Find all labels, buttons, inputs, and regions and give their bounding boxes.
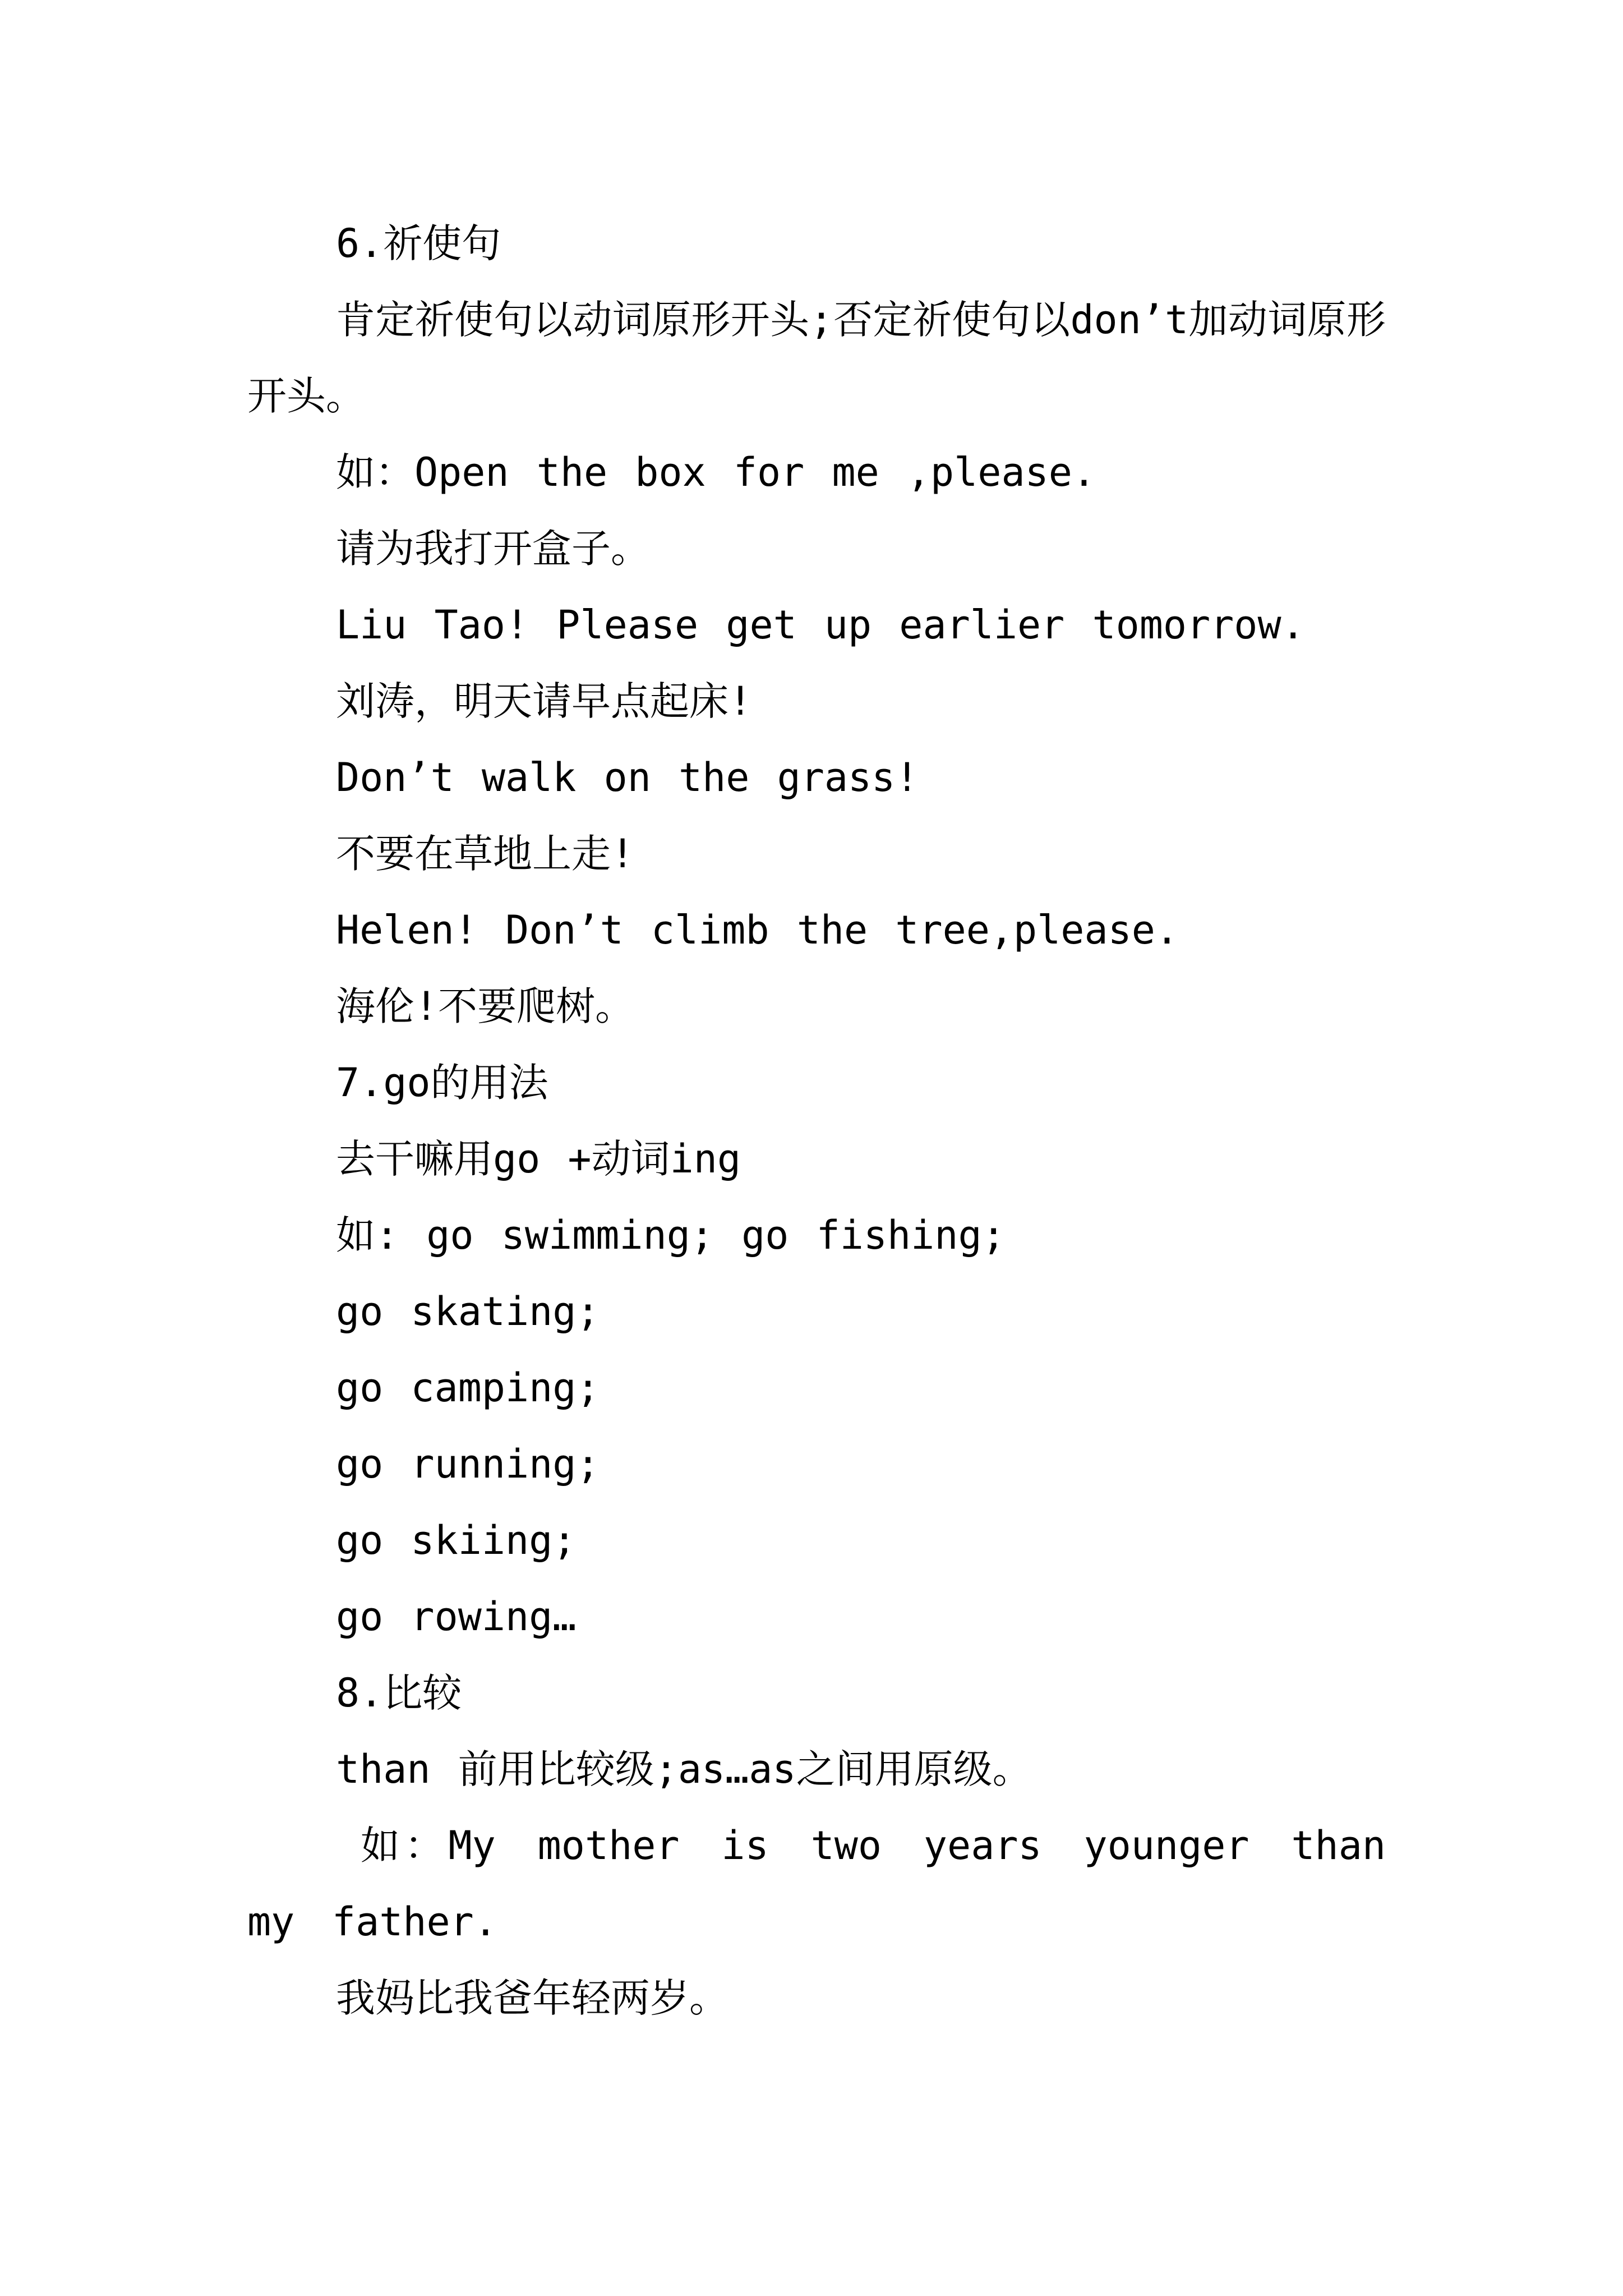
heading-imperative: 6.祈使句: [336, 220, 501, 266]
example-line: 如：Open the box for me ,please.: [336, 449, 1096, 495]
translation-line: 不要在草地上走!: [336, 831, 635, 877]
go-usage-rule: 去干嘛用go +动词ing: [336, 1136, 741, 1182]
translation-line: 刘涛，明天请早点起床!: [336, 678, 753, 724]
document-body: [247, 205, 1386, 2036]
comparison-example: 如：My mother is two years younger than my father.: [247, 1823, 1386, 1945]
example-line: go skating;: [336, 1289, 600, 1335]
example-line: go skiing;: [336, 1517, 577, 1563]
translation-line: 海伦!不要爬树。: [336, 983, 635, 1029]
example-line: go camping;: [336, 1365, 600, 1411]
imperative-rule: 肯定祈使句以动词原形开头;否定祈使句以don’t加动词原形开头。: [247, 297, 1386, 419]
example-line: Don’t walk on the grass!: [336, 754, 919, 800]
example-line: Helen! Don’t climb the tree,please.: [336, 907, 1179, 953]
example-line: go running;: [336, 1441, 600, 1487]
example-line: go rowing…: [336, 1594, 577, 1640]
heading-comparison: 8.比较: [336, 1670, 462, 1716]
comparison-rule: than 前用比较级;as…as之间用原级。: [336, 1746, 1032, 1792]
heading-go-usage: 7.go的用法: [336, 1060, 548, 1106]
translation-line: 请为我打开盒子。: [336, 526, 650, 572]
translation-line: 我妈比我爸年轻两岁。: [336, 1975, 728, 2021]
example-line: Liu Tao! Please get up earlier tomorrow.: [336, 602, 1305, 648]
example-line: 如: go swimming; go fishing;: [336, 1212, 1006, 1258]
